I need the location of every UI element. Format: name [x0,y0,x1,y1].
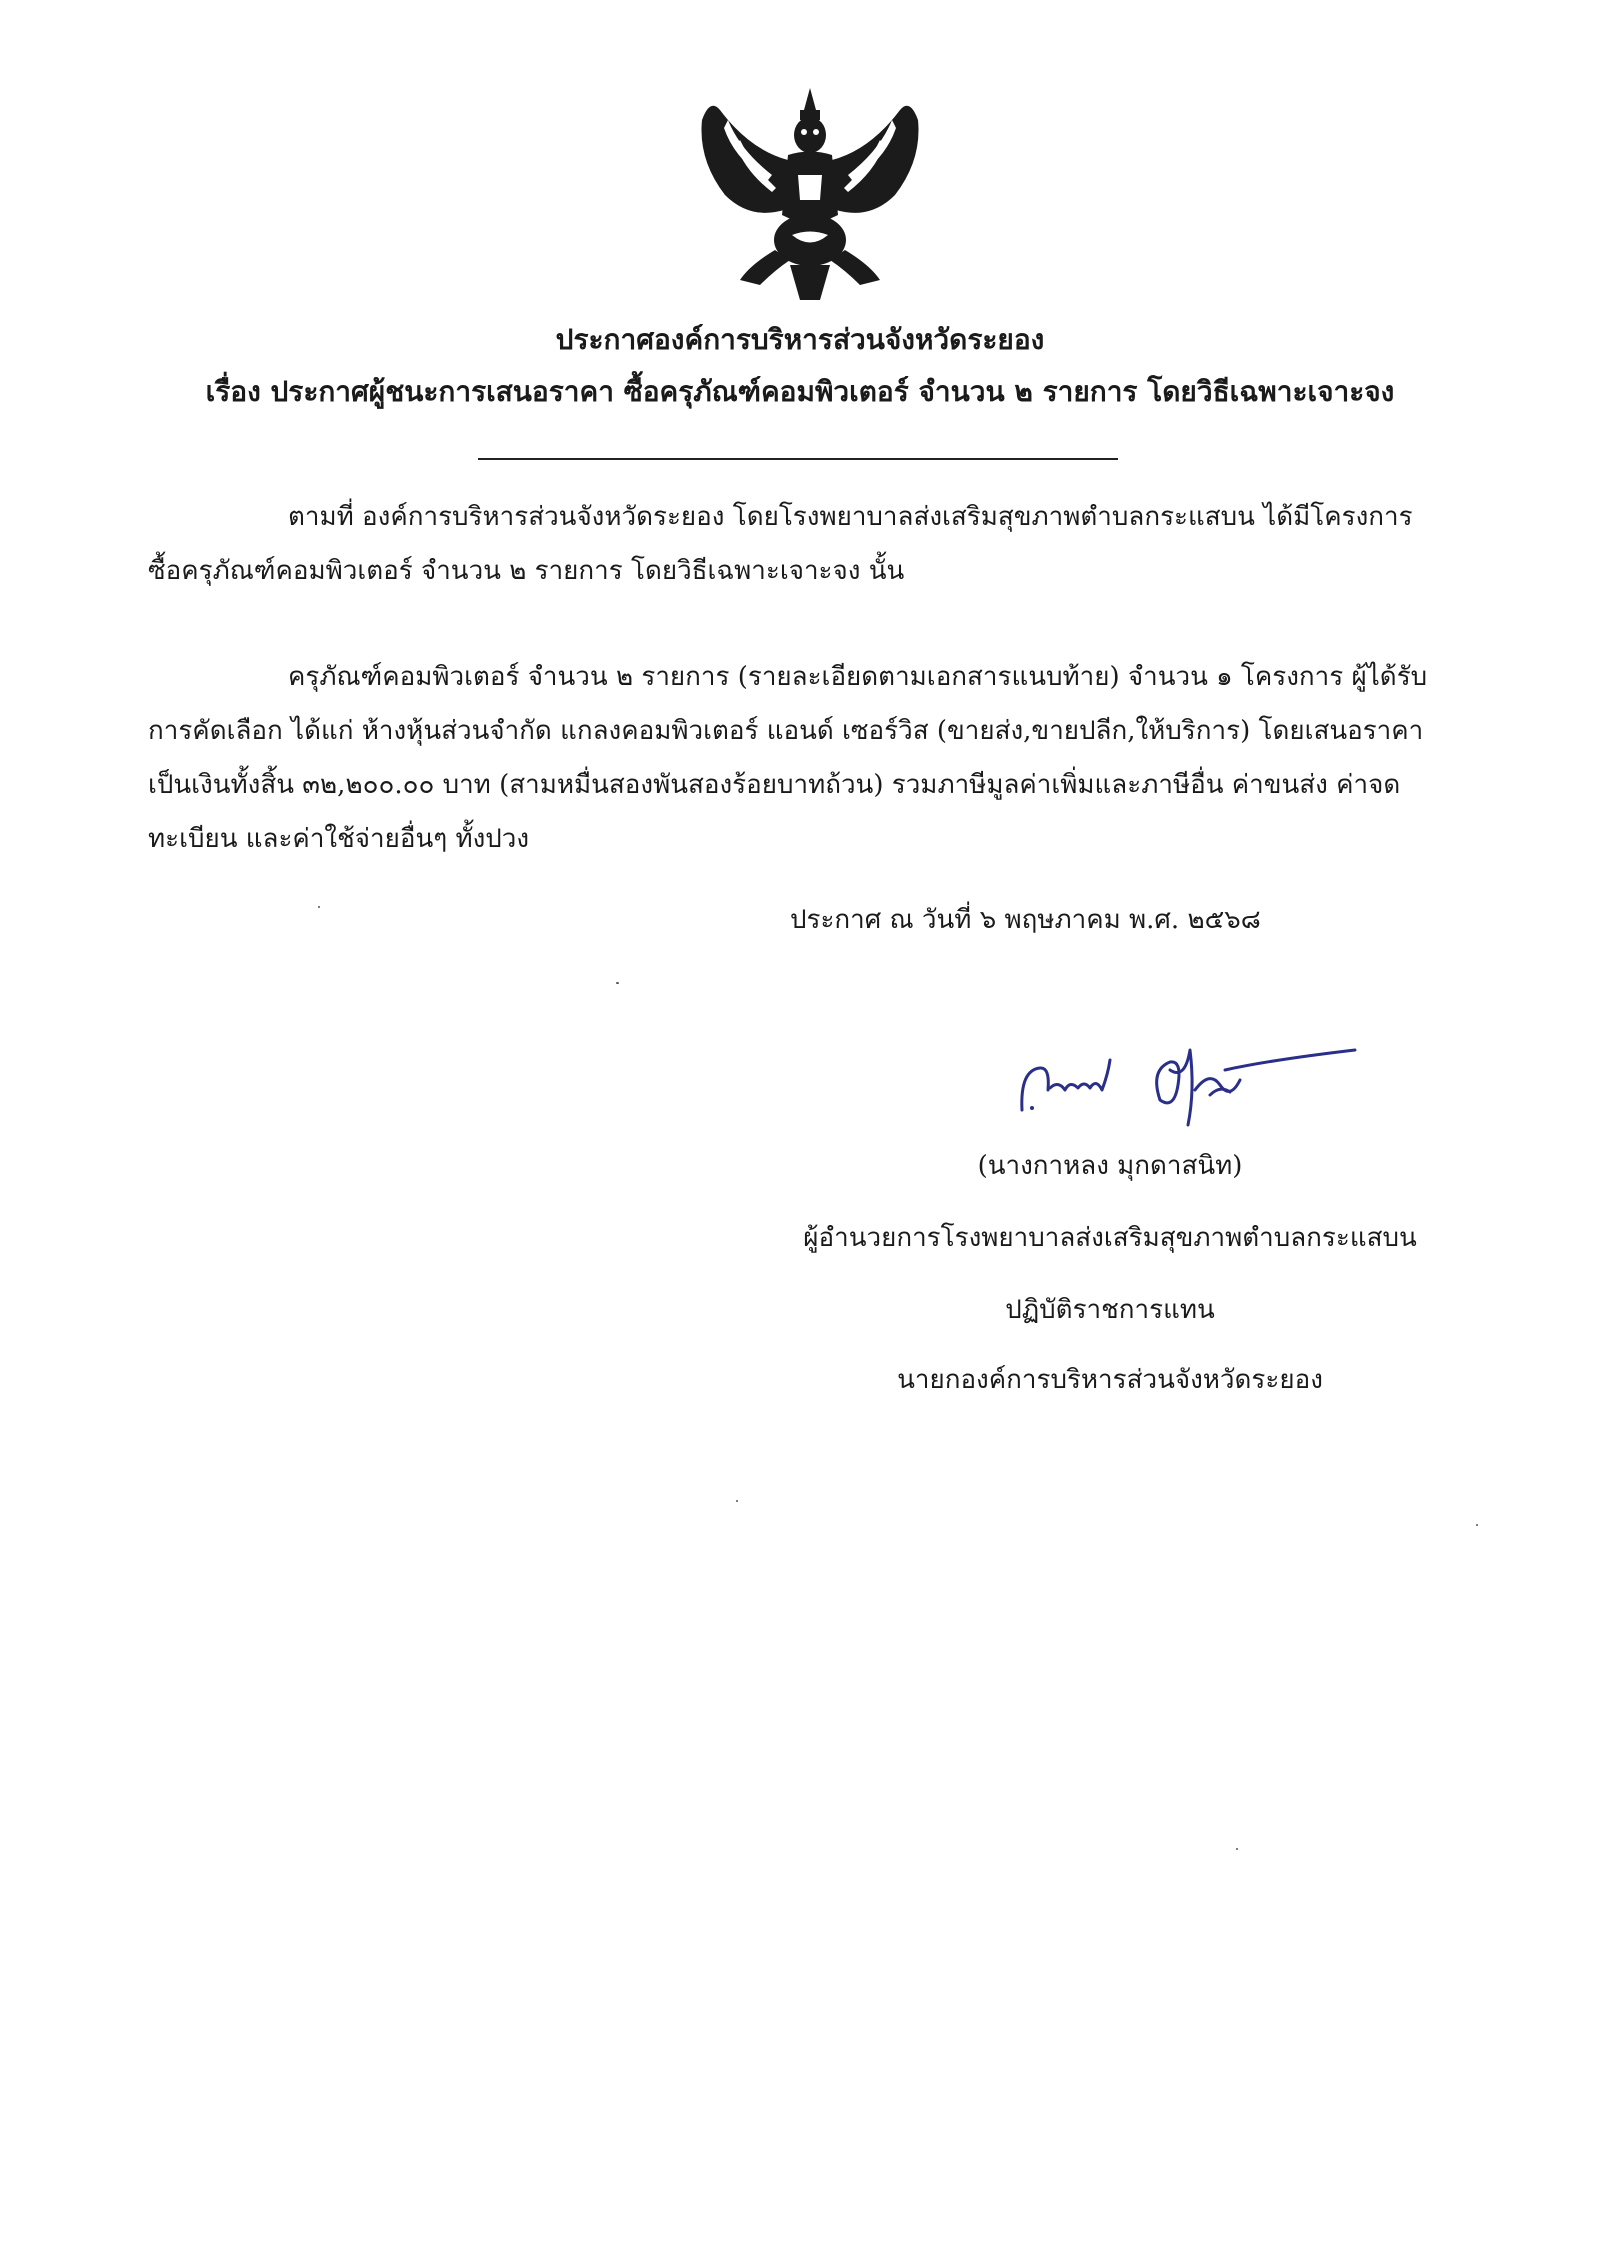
paragraph-2-line-4: ทะเบียน และค่าใช้จ่ายอื่นๆ ทั้งปวง [148,824,530,854]
signatory-acting: ปฏิบัติราชการแทน [1005,1295,1215,1325]
body-paragraph-2 [148,650,1456,866]
scan-speck [1476,1524,1478,1526]
signatory-position: ผู้อำนวยการโรงพยาบาลส่งเสริมสุขภาพตำบลกระแสบน [803,1223,1417,1253]
scan-speck [318,906,320,908]
document-subject: เรื่อง ประกาศผู้ชนะการเสนอราคา ซื้อครุภัณฑ์คอมพิวเตอร์ จำนวน ๒ รายการ โดยวิธีเฉพาะเจาะจง [205,375,1395,408]
paragraph-1-line-2: ซื้อครุภัณฑ์คอมพิวเตอร์ จำนวน ๒ รายการ โดยวิธีเฉพาะเจาะจง นั้น [148,556,905,586]
body-paragraph-1 [148,490,1456,598]
paragraph-2-line-3: เป็นเงินทั้งสิ้น ๓๒,๒๐๐.๐๐ บาท (สามหมื่นสองพันสองร้อยบาทถ้วน) รวมภาษีมูลค่าเพิ่มและภาษีอื่น ค่าขนส่ง ค่าจด [148,770,1401,800]
scan-speck [736,1500,738,1502]
scan-speck [1236,1848,1238,1850]
garuda-emblem-icon [680,80,940,310]
paragraph-1-line-1: ตามที่ องค์การบริหารส่วนจังหวัดระยอง โดยโรงพยาบาลส่งเสริมสุขภาพตำบลกระแสบน ได้มีโครงการ [288,502,1413,532]
announcement-date: ประกาศ ณ วันที่ ๖ พฤษภาคม พ.ศ. ๒๕๖๘ [790,905,1261,935]
paragraph-2-line-1: ครุภัณฑ์คอมพิวเตอร์ จำนวน ๒ รายการ (รายละเอียดตามเอกสารแนบท้าย) จำนวน ๑ โครงการ ผู้ได้รับ [288,662,1428,692]
document-title: ประกาศองค์การบริหารส่วนจังหวัดระยอง [555,323,1045,356]
signatory-on-behalf: นายกองค์การบริหารส่วนจังหวัดระยอง [897,1365,1323,1395]
signatory-name: (นางกาหลง มุกดาสนิท) [977,1151,1243,1181]
paragraph-2-line-2: การคัดเลือก ได้แก่ ห้างหุ้นส่วนจำกัด แกลงคอมพิวเตอร์ แอนด์ เซอร์วิส (ขายส่ง,ขายปลีก,ให้บริการ) โดยเสนอราคา [148,716,1424,746]
handwritten-signature [1010,1030,1370,1150]
scan-speck [616,982,619,984]
title-divider [478,458,1118,460]
